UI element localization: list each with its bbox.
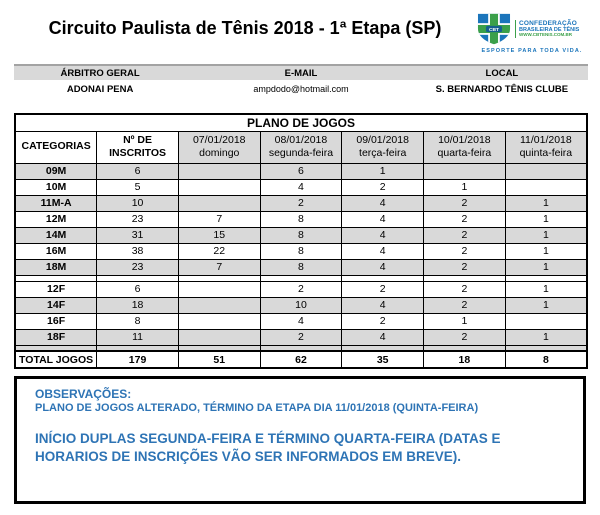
day-value-cell: 2	[342, 179, 424, 195]
day-value-cell	[178, 195, 260, 211]
day-value-cell: 1	[505, 329, 587, 345]
plan-row-10M	[15, 179, 587, 195]
total-day-value: 8	[505, 351, 587, 368]
day-value-cell	[178, 329, 260, 345]
info-values-row	[14, 80, 588, 98]
logo-org-line3: WWW.CBTENIS.COM.BR	[519, 32, 572, 38]
day-value-cell: 4	[342, 329, 424, 345]
header-day-1: 07/01/2018 domingo	[178, 131, 260, 163]
header-day-5: 11/01/2018 quinta-feira	[505, 131, 587, 163]
plan-row-18F	[15, 329, 587, 345]
day-value-cell: 2	[424, 243, 506, 259]
document-header	[14, 0, 588, 62]
observations-line1: PLANO DE JOGOS ALTERADO, TÉRMINO DA ETAPA DIA 11/01/2018 (QUINTA-FEIRA)	[35, 402, 479, 414]
header-day-3: 09/01/2018 terça-feira	[342, 131, 424, 163]
plan-header-row	[15, 131, 587, 163]
value-arbitro-geral: ADONAI PENA	[66, 83, 134, 95]
day-value-cell: 1	[505, 195, 587, 211]
logo-tagline: ESPORTE PARA TODA VIDA.	[481, 48, 583, 54]
plano-de-jogos-table	[14, 113, 588, 369]
day-value-cell: 4	[342, 195, 424, 211]
day-value-cell	[178, 179, 260, 195]
day-value-cell: 15	[178, 227, 260, 243]
category-cell: 12F	[15, 281, 97, 297]
day-value-cell: 1	[505, 281, 587, 297]
total-day-value: 35	[342, 351, 424, 368]
day-value-cell	[178, 163, 260, 179]
day-value-cell: 7	[178, 259, 260, 275]
plan-row-12M	[15, 211, 587, 227]
cbt-shield-icon	[476, 12, 512, 46]
day-value-cell: 2	[424, 227, 506, 243]
total-row	[15, 351, 587, 368]
info-bar	[14, 64, 588, 98]
day-value-cell: 2	[342, 313, 424, 329]
label-local: LOCAL	[485, 67, 519, 79]
plan-row-12F	[15, 281, 587, 297]
observations-heading: OBSERVAÇÕES:	[35, 387, 132, 401]
inscritos-cell: 31	[97, 227, 179, 243]
day-value-cell: 1	[424, 313, 506, 329]
value-email: ampdodo@hotmail.com	[253, 84, 349, 94]
category-cell: 18M	[15, 259, 97, 275]
inscritos-cell: 18	[97, 297, 179, 313]
inscritos-cell: 10	[97, 195, 179, 211]
category-cell: 16M	[15, 243, 97, 259]
category-cell: 14M	[15, 227, 97, 243]
day-value-cell: 2	[260, 281, 342, 297]
plan-row-11M-A	[15, 195, 587, 211]
day-value-cell: 22	[178, 243, 260, 259]
header-day-4: 10/01/2018 quarta-feira	[424, 131, 506, 163]
day-value-cell: 4	[342, 211, 424, 227]
category-cell: 09M	[15, 163, 97, 179]
header-categorias: CATEGORIAS	[15, 131, 97, 163]
plan-row-16F	[15, 313, 587, 329]
total-day-value: 51	[178, 351, 260, 368]
day-value-cell	[178, 313, 260, 329]
plan-row-09M	[15, 163, 587, 179]
day-value-cell	[178, 281, 260, 297]
category-cell: 18F	[15, 329, 97, 345]
observations-line2: INÍCIO DUPLAS SEGUNDA-FEIRA E TÉRMINO QUARTA-FEIRA (DATAS E HORARIOS DE INSCRIÇÕES VÃO SER INFORMADOS EM BREVE).	[35, 431, 501, 465]
day-value-cell: 4	[342, 227, 424, 243]
cbt-logo	[476, 10, 588, 54]
logo-org-line1: CONFEDERAÇÃO	[519, 19, 578, 27]
label-email: E-MAIL	[284, 67, 318, 79]
category-cell: 11M-A	[15, 195, 97, 211]
day-value-cell	[178, 297, 260, 313]
day-value-cell: 10	[260, 297, 342, 313]
day-value-cell: 4	[260, 313, 342, 329]
logo-org-line2: BRASILEIRA DE TÊNIS	[519, 27, 580, 34]
day-value-cell: 2	[342, 281, 424, 297]
header-day-2: 08/01/2018 segunda-feira	[260, 131, 342, 163]
plan-table-title: PLANO DE JOGOS	[15, 114, 587, 131]
day-value-cell: 2	[424, 329, 506, 345]
inscritos-cell: 38	[97, 243, 179, 259]
total-day-value: 18	[424, 351, 506, 368]
day-value-cell: 8	[260, 211, 342, 227]
category-cell: 10M	[15, 179, 97, 195]
day-value-cell: 4	[342, 259, 424, 275]
day-value-cell: 4	[342, 243, 424, 259]
day-value-cell: 2	[424, 281, 506, 297]
inscritos-cell: 23	[97, 259, 179, 275]
plan-title-row	[15, 114, 587, 131]
day-value-cell: 1	[505, 297, 587, 313]
day-value-cell: 1	[505, 227, 587, 243]
day-value-cell	[424, 163, 506, 179]
category-cell: 12M	[15, 211, 97, 227]
day-value-cell: 8	[260, 227, 342, 243]
header-inscritos-line1: Nº DE	[123, 133, 153, 146]
inscritos-cell: 8	[97, 313, 179, 329]
inscritos-cell: 6	[97, 281, 179, 297]
header-inscritos-line2: INSCRITOS	[109, 147, 167, 159]
value-local: S. BERNARDO TÊNIS CLUBE	[435, 83, 569, 95]
plan-row-16M	[15, 243, 587, 259]
day-value-cell: 1	[505, 259, 587, 275]
total-inscritos: 179	[97, 351, 179, 368]
info-labels-row	[14, 64, 588, 80]
day-value-cell: 1	[505, 243, 587, 259]
observations-box	[14, 376, 586, 504]
day-value-cell: 6	[260, 163, 342, 179]
plan-row-14M	[15, 227, 587, 243]
day-value-cell	[505, 179, 587, 195]
plan-row-18M	[15, 259, 587, 275]
inscritos-cell: 23	[97, 211, 179, 227]
plan-row-14F	[15, 297, 587, 313]
category-cell: 14F	[15, 297, 97, 313]
inscritos-cell: 5	[97, 179, 179, 195]
cbt-monogram: CBT	[488, 28, 500, 34]
day-value-cell: 8	[260, 259, 342, 275]
day-value-cell: 1	[342, 163, 424, 179]
day-value-cell: 4	[260, 179, 342, 195]
day-value-cell: 7	[178, 211, 260, 227]
page-title: Circuito Paulista de Tênis 2018 - 1ª Etapa (SP)	[48, 18, 442, 38]
day-value-cell	[505, 313, 587, 329]
day-value-cell	[505, 163, 587, 179]
day-value-cell: 1	[505, 211, 587, 227]
cbt-logo-text	[515, 20, 579, 38]
day-value-cell: 2	[260, 329, 342, 345]
day-value-cell: 2	[424, 259, 506, 275]
inscritos-cell: 6	[97, 163, 179, 179]
total-label: TOTAL JOGOS	[15, 351, 97, 368]
label-arbitro-geral: ÁRBITRO GERAL	[60, 67, 140, 79]
day-value-cell: 2	[424, 211, 506, 227]
day-value-cell: 2	[424, 297, 506, 313]
inscritos-cell: 11	[97, 329, 179, 345]
day-value-cell: 4	[342, 297, 424, 313]
total-day-value: 62	[260, 351, 342, 368]
day-value-cell: 2	[260, 195, 342, 211]
category-cell: 16F	[15, 313, 97, 329]
day-value-cell: 2	[424, 195, 506, 211]
title-wrap	[14, 10, 476, 39]
header-inscritos	[97, 131, 179, 163]
cbt-logo-top	[476, 12, 588, 46]
day-value-cell: 1	[424, 179, 506, 195]
day-value-cell: 8	[260, 243, 342, 259]
